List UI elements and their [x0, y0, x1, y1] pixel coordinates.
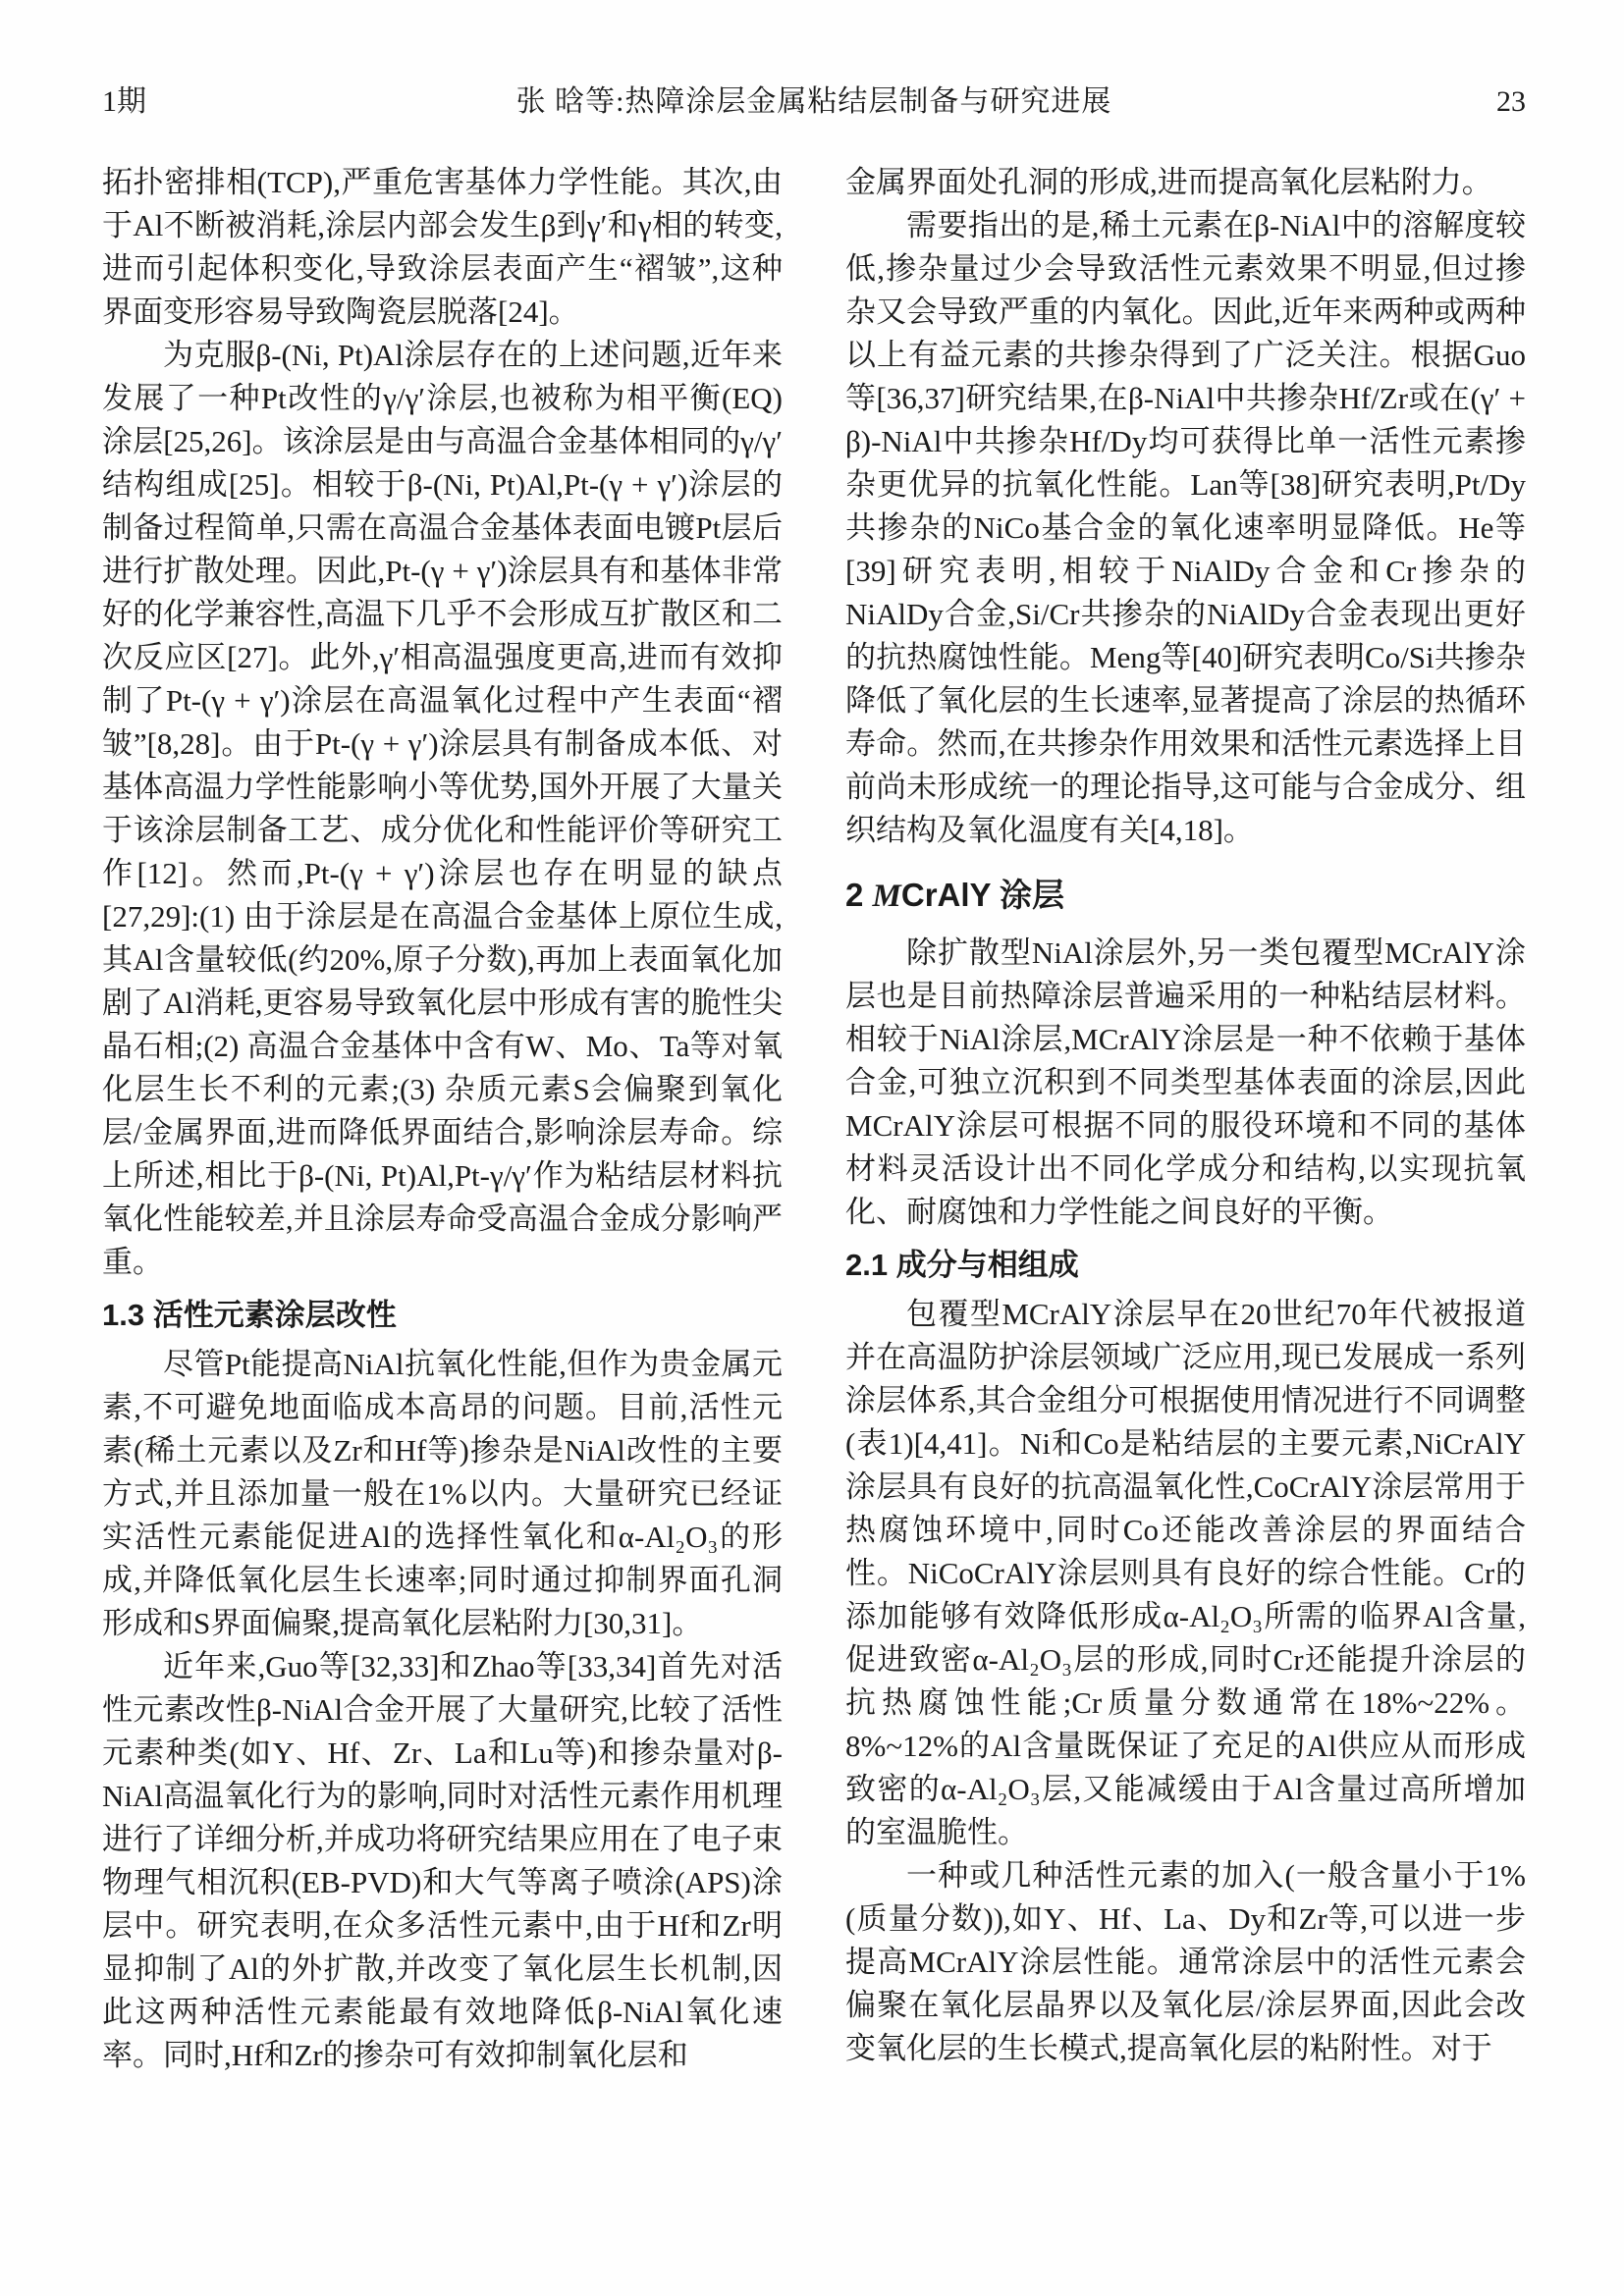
two-column-body [102, 161, 1526, 2077]
subsection-heading-2-1: 2.1 成分与相组成 [845, 1248, 1079, 1282]
page-header [102, 84, 1526, 120]
running-title: 张 晗等:热障涂层金属粘结层制备与研究进展 [515, 85, 1112, 118]
page-number: 23 [1496, 85, 1526, 118]
paragraph: 一种或几种活性元素的加入(一般含量小于1%(质量分数)),如Y、Hf、La、Dy和Zr等,可以进一步提高MCrAlY涂层性能。通常涂层中的活性元素会偏聚在氧化层晶界以及氧化层/涂层界面,因此会改变氧化层的生长模式,提高氧化层的粘附性。对于 [845, 1858, 1526, 2065]
paragraph: 近年来,Guo等[32,33]和Zhao等[33,34]首先对活性元素改性β-NiAl合金开展了大量研究,比较了活性元素种类(如Y、Hf、Zr、La和Lu等)和掺杂量对β-NiAl高温氧化行为的影响,同时对活性元素作用机理进行了详细分析,并成功将研究结果应用在了电子束物理气相沉积(EB-PVD)和大气等离子喷涂(APS)涂层中。研究表明,在众多活性元素中,由于Hf和Zr明显抑制了Al的外扩散,并改变了氧化层生长机制,因此这两种活性元素能最有效地降低β-NiAl氧化速率。同时,Hf和Zr的掺杂可有效抑制氧化层和 [102, 1649, 783, 2072]
section-heading-2 [845, 874, 1526, 918]
paragraph: 包覆型MCrAlY涂层早在20世纪70年代被报道并在高温防护涂层领域广泛应用,现已发展成一系列涂层体系,其合金组分可根据使用情况进行不同调整(表1)[4,41]。Ni和Co是粘结层的主要元素,NiCrAlY涂层具有良好的抗高温氧化性,CoCrAlY涂层常用于热腐蚀环境中,同时Co还能改善涂层的界面结合性。NiCoCrAlY涂层则具有良好的综合性能。Cr的添加能够有效降低形成α-Al₂O₃所需的临界Al含量,促进致密α-Al₂O₃层的形成,同时Cr还能提升涂层的抗热腐蚀性能;Cr质量分数通常在18%~22%。8%~12%的Al含量既保证了充足的Al供应从而形成致密的α-Al₂O₃层,又能减缓由于Al含量过高所增加的室温脆性。 [845, 1297, 1526, 1849]
paragraph: 需要指出的是,稀土元素在β-NiAl中的溶解度较低,掺杂量过少会导致活性元素效果不明显,但过掺杂又会导致严重的内氧化。因此,近年来两种或两种以上有益元素的共掺杂得到了广泛关注。根据Guo等[36,37]研究结果,在β-NiAl中共掺杂Hf/Zr或在(γ′ + β)-NiAl中共掺杂Hf/Dy均可获得比单一活性元素掺杂更优异的抗氧化性能。Lan等[38]研究表明,Pt/Dy共掺杂的NiCo基合金的氧化速率明显降低。He等[39]研究表明,相较于NiAlDy合金和Cr掺杂的NiAlDy合金,Si/Cr共掺杂的NiAlDy合金表现出更好的抗热腐蚀性能。Meng等[40]研究表明Co/Si共掺杂降低了氧化层的生长速率,显著提高了涂层的热循环寿命。然而,在共掺杂作用效果和活性元素选择上目前尚未形成统一的理论指导,这可能与合金成分、组织结构及氧化温度有关[4,18]。 [845, 208, 1526, 847]
subsection-heading-1-3: 1.3 活性元素涂层改性 [102, 1298, 397, 1332]
issue-label: 1期 [102, 85, 146, 118]
section-title-rest: CrAlY 涂层 [900, 877, 1065, 913]
paragraph: 除扩散型NiAl涂层外,另一类包覆型MCrAlY涂层也是目前热障涂层普遍采用的一种粘结层材料。相较于NiAl涂层,MCrAlY涂层是一种不依赖于基体合金,可独立沉积到不同类型基体表面的涂层,因此MCrAlY涂层可根据不同的服役环境和不同的基体材料灵活设计出不同化学成分和结构,以实现抗氧化、耐腐蚀和力学性能之间良好的平衡。 [845, 935, 1526, 1229]
paragraph: 为克服β-(Ni, Pt)Al涂层存在的上述问题,近年来发展了一种Pt改性的γ/γ′涂层,也被称为相平衡(EQ)涂层[25,26]。该涂层是由与高温合金基体相同的γ/γ′结构组成[25]。相较于β-(Ni, Pt)Al,Pt-(γ + γ′)涂层的制备过程简单,只需在高温合金基体表面电镀Pt层后进行扩散处理。因此,Pt-(γ + γ′)涂层具有和基体非常好的化学兼容性,高温下几乎不会形成互扩散区和二次反应区[27]。此外,γ′相高温强度更高,进而有效抑制了Pt-(γ + γ′)涂层在高温氧化过程中产生表面“褶皱”[8,28]。由于Pt-(γ + γ′)涂层具有制备成本低、对基体高温力学性能影响小等优势,国外开展了大量关于该涂层制备工艺、成分优化和性能评价等研究工作[12]。然而,Pt-(γ + γ′)涂层也存在明显的缺点[27,29]:(1) 由于涂层是在高温合金基体上原位生成,其Al含量较低(约20%,原子分数),再加上表面氧化加剧了Al消耗,更容易导致氧化层中形成有害的脆性尖晶石相;(2) 高温合金基体中含有W、Mo、Ta等对氧化层生长不利的元素;(3) 杂质元素S会偏聚到氧化层/金属界面,进而降低界面结合,影响涂层寿命。综上所述,相比于β-(Ni, Pt)Al,Pt-γ/γ′作为粘结层材料抗氧化性能较差,并且涂层寿命受高温合金成分影响严重。 [102, 338, 783, 1279]
left-column [102, 161, 783, 2077]
paragraph: 尽管Pt能提高NiAl抗氧化性能,但作为贵金属元素,不可避免地面临成本高昂的问题。目前,活性元素(稀土元素以及Zr和Hf等)掺杂是NiAl改性的主要方式,并且添加量一般在1%以内。大量研究已经证实活性元素能促进Al的选择性氧化和α-Al₂O₃的形成,并降低氧化层生长速率;同时通过抑制界面孔洞形成和S界面偏聚,提高氧化层粘附力[30,31]。 [102, 1347, 783, 1640]
section-number: 2 [845, 877, 864, 913]
right-column [845, 161, 1526, 2077]
paragraph-continued: 拓扑密排相(TCP),严重危害基体力学性能。其次,由于Al不断被消耗,涂层内部会发生β到γ′和γ相的转变,进而引起体积变化,导致涂层表面产生“褶皱”,这种界面变形容易导致陶瓷层脱落[24]。 [102, 165, 783, 329]
paragraph-continued: 金属界面处孔洞的形成,进而提高氧化层粘附力。 [845, 165, 1492, 199]
section-title-italic-m: M [872, 879, 901, 914]
